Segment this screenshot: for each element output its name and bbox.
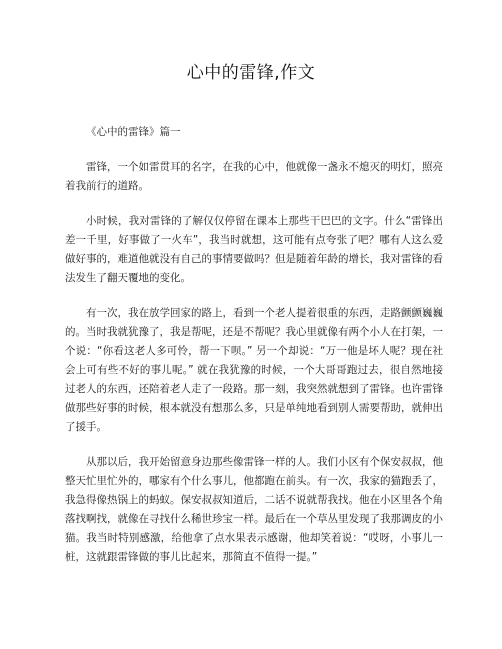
essay-subtitle: 《心中的雷锋》篇一 — [86, 126, 181, 138]
paragraph-4: 从那以后，我开始留意身边那些像雷锋一样的人。我们小区有个保安叔叔，他整天忙里忙外的，哪家有个什么事儿，他都跑在前头。有一次，我家的猫跑丢了，我急得像热锅上的蚂蚁。保安叔叔知道后，二话不说就帮我找。他在小区里各个角落找啊找，就像在寻找什么稀世珍宝一样。最后在一个草丛里发现了我那调皮的小猫。我当时特别感激，给他拿了点水果表示感谢，他却笑着说：“哎呀，小事儿一桩，这就跟雷锋做的事儿比起来，那简直不值得一提。” — [65, 456, 443, 563]
paragraph-3: 有一次，我在放学回家的路上，看到一个老人提着很重的东西，走路颤颤巍巍的。当时我就犹豫了，我是帮呢，还是不帮呢？我心里就像有两个小人在打架，一个说：“你看这老人多可怜，帮一下呗。” 另一个却说：“万一他是坏人呢？现在社会上可有些不好的事儿呢。” 就在我犹豫的时候，一个大哥哥跑过去，很自然地接过老人的东西，还陪着老人走了一段路。那一刻，我突然就想到了雷锋。也许雷锋做那些好事的时候，根本就没有想那么多，只是单纯地看到别人需要帮助，就伸出了援手。 — [65, 307, 443, 433]
document-body — [65, 123, 443, 583]
paragraph-1: 雷锋，一个如雷贯耳的名字，在我的心中，他就像一盏永不熄灭的明灯，照亮着我前行的道路。 — [65, 161, 443, 192]
paragraph-2: 小时候，我对雷锋的了解仅仅停留在课本上那些干巴巴的文字。什么“雷锋出差一千里，好事做了一火车”，我当时就想，这可能有点夸张了吧？哪有人这么爱做好事的，难道他就没有自己的事情要做吗？但是随着年龄的增长，我对雷锋的看法发生了翻天覆地的变化。 — [65, 215, 443, 284]
document-title: 心中的雷锋,作文 — [186, 63, 316, 83]
